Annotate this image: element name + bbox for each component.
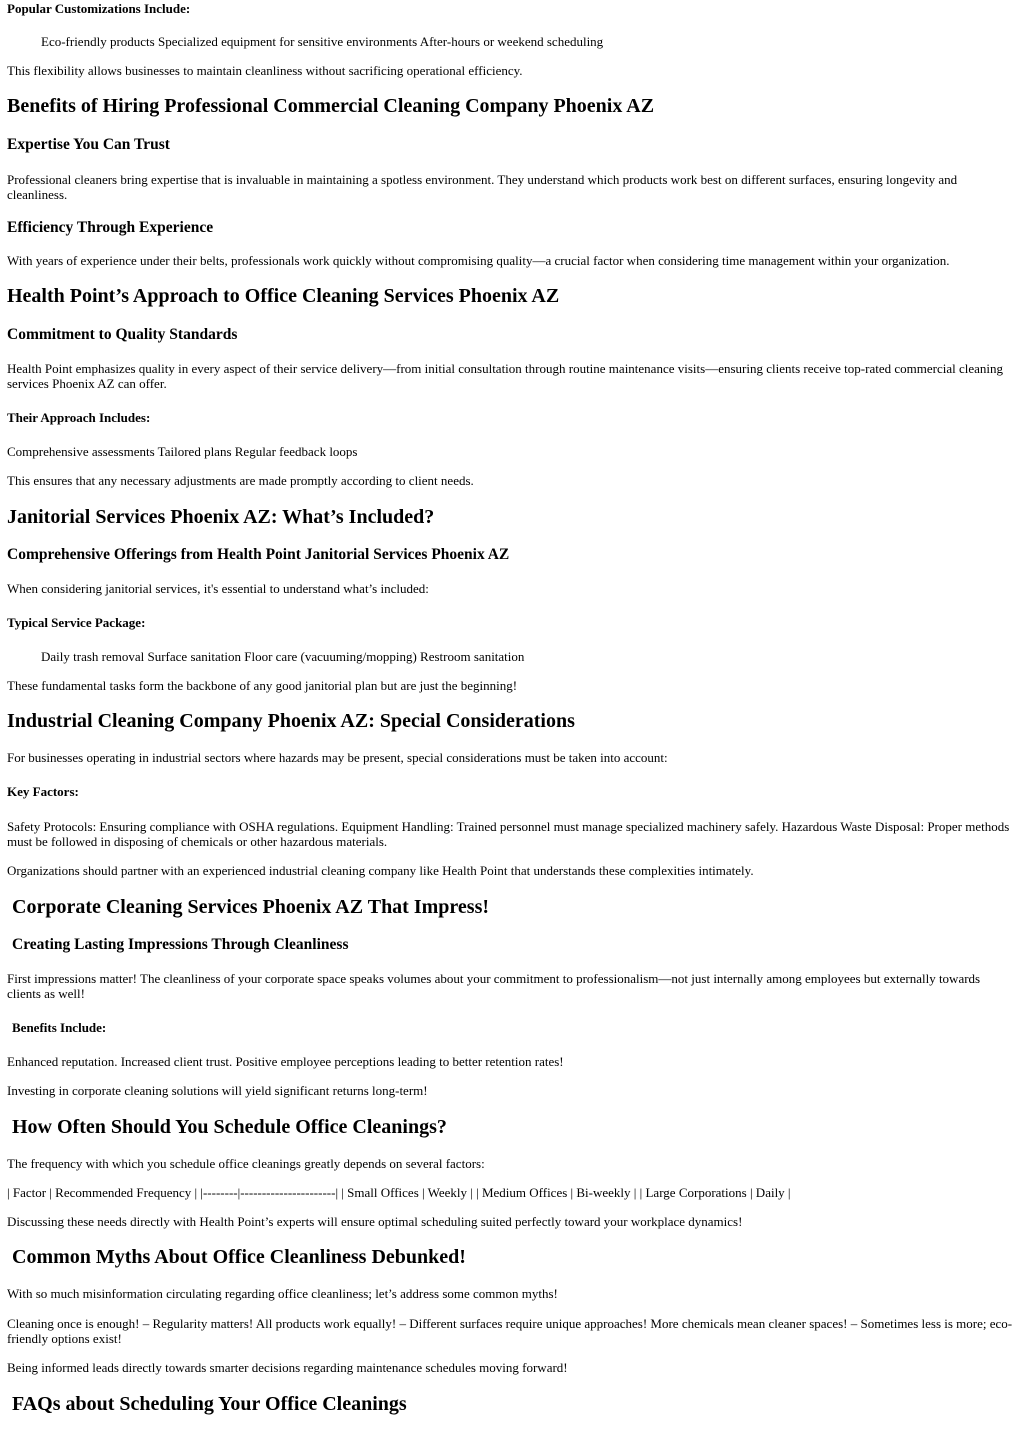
informed-paragraph: Being informed leads directly towards smarter decisions regarding maintenance schedules moving forward! — [7, 1360, 568, 1375]
impressions-paragraph: First impressions matter! The cleanliness of your corporate space speaks volumes about your commitment to professionalism—not just internally among employees but externally towards clients as well! — [7, 971, 981, 1001]
discussing-paragraph: Discussing these needs directly with Health Point’s experts will ensure optimal scheduling suited perfectly toward your workplace dynamics! — [7, 1214, 743, 1229]
healthpoint-approach-heading: Health Point’s Approach to Office Cleaning Services Phoenix AZ — [7, 285, 560, 307]
expertise-paragraph: Professional cleaners bring expertise that is invaluable in maintaining a spotless environment. They understand which products work best on different surfaces, ensuring longevity and cleanliness. — [7, 172, 958, 202]
efficiency-paragraph: With years of experience under their belts, professionals work quickly without compromising quality—a crucial factor when considering time management within your organization. — [7, 253, 950, 268]
benefits-include-paragraph: Enhanced reputation. Increased client trust. Positive employee perceptions leading to better retention rates! — [7, 1054, 564, 1069]
myths-paragraph: Cleaning once is enough! – Regularity matters! All products work equally! – Different surfaces require unique approaches! More chemicals mean cleaner spaces! – Sometimes less is more; eco-friendly options exist! — [7, 1316, 1013, 1346]
expertise-heading: Expertise You Can Trust — [7, 136, 170, 153]
corporate-heading: Corporate Cleaning Services Phoenix AZ That Impress! — [12, 896, 490, 918]
myths-heading: Common Myths About Office Cleanliness Debunked! — [12, 1246, 466, 1268]
flexibility-paragraph: This flexibility allows businesses to maintain cleanliness without sacrificing operational efficiency. — [7, 63, 523, 78]
approach-list: Comprehensive assessments Tailored plans Regular feedback loops — [7, 444, 358, 459]
myths-intro-paragraph: With so much misinformation circulating regarding office cleanliness; let’s address some common myths! — [7, 1286, 558, 1301]
commitment-paragraph: Health Point emphasizes quality in every aspect of their service delivery—from initial consultation through routine maintenance visits—ensuring clients receive top-rated commercial cleaning services Phoenix AZ can offer. — [7, 361, 1003, 391]
industrial-heading: Industrial Cleaning Company Phoenix AZ: Special Considerations — [7, 710, 575, 732]
commitment-heading: Commitment to Quality Standards — [7, 326, 238, 343]
impressions-heading: Creating Lasting Impressions Through Cleanliness — [12, 936, 349, 953]
popular-customizations-list: Eco-friendly products Specialized equipment for sensitive environments After-hours or weekend scheduling — [41, 34, 604, 49]
offerings-heading: Comprehensive Offerings from Health Point Janitorial Services Phoenix AZ — [7, 546, 510, 563]
investing-paragraph: Investing in corporate cleaning solutions will yield significant returns long-term! — [7, 1083, 428, 1098]
frequency-paragraph: The frequency with which you schedule office cleanings greatly depends on several factors: — [7, 1156, 485, 1171]
benefits-heading: Benefits of Hiring Professional Commercial Cleaning Company Phoenix AZ — [7, 95, 655, 117]
key-factors-heading: Key Factors: — [7, 784, 79, 799]
typical-package-paragraph: These fundamental tasks form the backbone of any good janitorial plan but are just the beginning! — [7, 678, 518, 693]
industrial-paragraph: For businesses operating in industrial sectors where hazards may be present, special considerations must be taken into account: — [7, 750, 668, 765]
key-factors-paragraph: Safety Protocols: Ensuring compliance with OSHA regulations. Equipment Handling: Trained personnel must manage specialized machinery safely. Hazardous Waste Disposal: Proper methods must be followed in disposing of chemicals or other hazardous materials. — [7, 819, 1010, 849]
how-often-heading: How Often Should You Schedule Office Cleanings? — [12, 1116, 447, 1138]
frequency-table-text: | Factor | Recommended Frequency | |--------|----------------------| | Small Offices | Weekly | | Medium Offices | Bi-weekly | | Large Corporations | Daily | — [7, 1185, 791, 1200]
typical-package-list: Daily trash removal Surface sanitation Floor care (vacuuming/mopping) Restroom sanitation — [41, 649, 525, 664]
partner-paragraph: Organizations should partner with an experienced industrial cleaning company like Health Point that understands these complexities intimately. — [7, 863, 754, 878]
efficiency-heading: Efficiency Through Experience — [7, 219, 214, 236]
typical-package-heading: Typical Service Package: — [7, 615, 146, 630]
benefits-include-heading: Benefits Include: — [12, 1020, 107, 1035]
popular-customizations-heading: Popular Customizations Include: — [7, 1, 191, 16]
janitorial-heading: Janitorial Services Phoenix AZ: What’s Included? — [7, 506, 435, 528]
faqs-heading: FAQs about Scheduling Your Office Cleanings — [12, 1393, 407, 1415]
approach-paragraph: This ensures that any necessary adjustments are made promptly according to client needs. — [7, 473, 474, 488]
offerings-paragraph: When considering janitorial services, it's essential to understand what’s included: — [7, 581, 429, 596]
approach-includes-heading: Their Approach Includes: — [7, 410, 151, 425]
